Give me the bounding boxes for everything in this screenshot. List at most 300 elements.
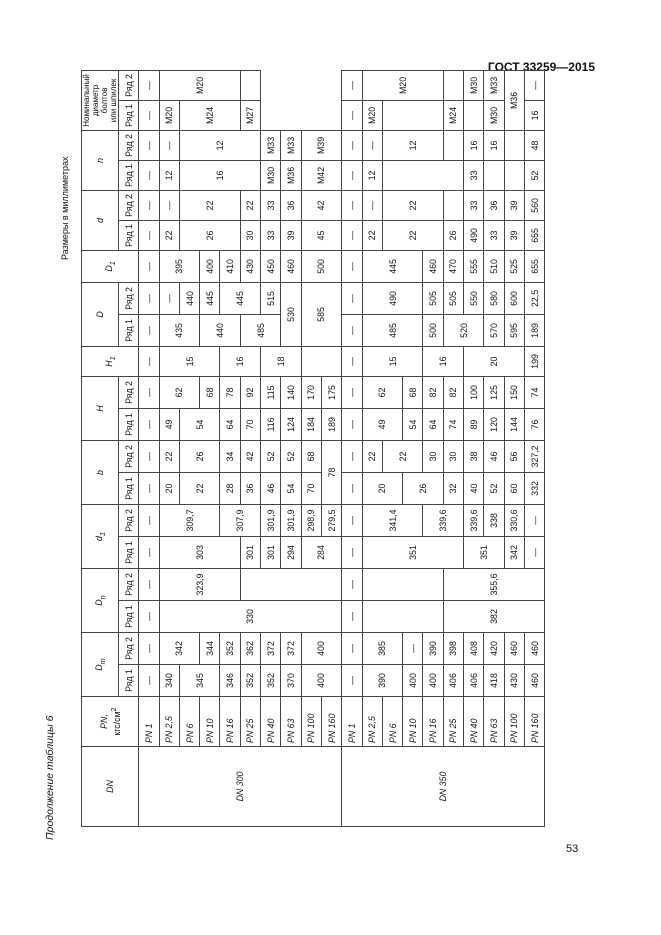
d1-1-cell: 284 xyxy=(301,537,342,569)
b2-cell: 22 xyxy=(362,440,382,472)
dn2-cell: — xyxy=(524,504,544,536)
header-dm: $D_m$ xyxy=(82,633,119,697)
pn-cell: PN 160 xyxy=(524,697,544,747)
dm1-cell: 400 xyxy=(423,665,443,697)
n2-cell: — xyxy=(342,130,362,160)
header-row2: Ряд 2 xyxy=(119,70,139,100)
d-2-cell: 36 xyxy=(281,190,301,220)
h1-cell: 184 xyxy=(301,408,321,440)
table-row xyxy=(281,70,301,826)
table-row xyxy=(524,70,544,826)
d1-2-cell: 339,6 xyxy=(464,504,484,536)
d-1-cell: 22 xyxy=(382,220,443,250)
bolt2-cell xyxy=(443,70,463,100)
d1-2-cell: 301,9 xyxy=(261,504,281,536)
flange-dimensions-table xyxy=(81,70,545,827)
bolt1-cell: M24 xyxy=(443,100,463,130)
b1-cell: 46 xyxy=(261,472,281,504)
bolt2-cell: M20 xyxy=(159,70,240,100)
d1-1-cell: — xyxy=(342,537,362,569)
dbig2-cell: 445 xyxy=(220,282,261,314)
dn1-cell: — xyxy=(139,601,159,633)
dm1-cell: 352 xyxy=(240,665,260,697)
table-continuation-caption: Продолжение таблицы 6 xyxy=(44,715,56,840)
header-d-small: d xyxy=(82,190,119,250)
dbig-d1-cell: 400 xyxy=(200,250,220,282)
d-1-cell: 45 xyxy=(301,220,342,250)
d1-2-cell: 339,6 xyxy=(423,504,464,536)
h1-cell: 54 xyxy=(403,408,423,440)
header-pn-unit: кгс/см xyxy=(111,711,122,736)
h1-cell: 116 xyxy=(261,408,281,440)
dn1-cell: — xyxy=(524,537,544,569)
bolt2-cell xyxy=(240,70,260,100)
dbig-d1-cell: 460 xyxy=(281,250,301,282)
dbig2-cell: 655 xyxy=(524,220,544,250)
d1-1-cell: 294 xyxy=(281,537,301,569)
b2-cell: 30 xyxy=(423,440,443,472)
h2-cell: 78 xyxy=(220,376,240,408)
bolt2-cell: — xyxy=(139,70,159,100)
n1-cell: 16 xyxy=(179,160,260,190)
h1-cell: 49 xyxy=(159,408,179,440)
b2-cell: 42 xyxy=(240,440,260,472)
dbig1-cell: 585 xyxy=(301,282,342,346)
dbig1-cell: 595 xyxy=(504,314,524,346)
dn2-cell xyxy=(362,569,443,601)
d-1-cell: 33 xyxy=(261,220,281,250)
dn-300-cell: DN 300 xyxy=(139,747,342,827)
table-row xyxy=(382,70,402,826)
header-pn-label: PN, xyxy=(98,714,109,729)
bolt1-cell: — xyxy=(139,100,159,130)
header-h1: $H_1$ xyxy=(82,346,139,376)
n2-cell xyxy=(443,130,463,160)
n1-cell: 16 xyxy=(524,100,544,130)
d-1-cell: 39 xyxy=(281,220,301,250)
table-row xyxy=(504,70,524,826)
h1-cell: 70 xyxy=(240,408,260,440)
h2-cell: 68 xyxy=(200,376,220,408)
h1-cell: 144 xyxy=(504,408,524,440)
hh1-cell: — xyxy=(342,346,362,376)
dbig1-cell: 530 xyxy=(281,282,301,346)
bolt1-cell: M30 xyxy=(261,160,281,190)
d1-2-cell: — xyxy=(139,504,159,536)
dn2-cell: 323,9 xyxy=(159,569,240,601)
d-2-cell: — xyxy=(342,190,362,220)
h2-cell: 68 xyxy=(403,376,423,408)
header-d-big: D xyxy=(82,282,119,346)
b2-cell: 52 xyxy=(261,440,281,472)
dm2-cell: 372 xyxy=(261,633,281,665)
bolt1-cell: M36 xyxy=(281,160,301,190)
dm2-cell: 372 xyxy=(281,633,301,665)
bolt2-cell: M20 xyxy=(362,70,443,100)
pn-cell: PN 40 xyxy=(464,697,484,747)
d1-1-cell: 342 xyxy=(504,537,524,569)
table-row xyxy=(342,70,362,826)
header-dn: DN xyxy=(82,747,139,827)
dbig1-cell: 500 xyxy=(423,314,443,346)
h2-cell: 82 xyxy=(423,376,443,408)
hh1-cell: 15 xyxy=(159,346,220,376)
n2-cell xyxy=(464,100,484,130)
dm1-cell: 406 xyxy=(443,665,463,697)
pn-cell: PN 10 xyxy=(200,697,220,747)
n2-cell: 12 xyxy=(179,130,260,160)
d-2-cell: 22 xyxy=(179,190,240,220)
pn-cell: PN 100 xyxy=(301,697,321,747)
b1-cell: — xyxy=(342,472,362,504)
table-row xyxy=(464,70,484,826)
pn-cell: PN 2,5 xyxy=(159,697,179,747)
dbig2-cell: — xyxy=(139,282,159,314)
d-1-cell: 22 xyxy=(159,220,179,250)
h2-cell: — xyxy=(342,376,362,408)
d-1-cell: 39 xyxy=(504,220,524,250)
dm2-cell: 390 xyxy=(423,633,443,665)
header-row1: Ряд 1 xyxy=(119,472,139,504)
bolt1-cell: M20 xyxy=(362,100,382,130)
h2-cell: 82 xyxy=(443,376,463,408)
pn-cell: PN 1 xyxy=(342,697,362,747)
bolt2-cell: — xyxy=(342,70,362,100)
dm1-cell: 430 xyxy=(504,665,524,697)
pn-cell: PN 25 xyxy=(443,697,463,747)
dm2-cell: 352 xyxy=(220,633,240,665)
flange-dimensions-table-wrapper xyxy=(81,74,661,802)
pn-cell: PN 16 xyxy=(423,697,443,747)
n1-cell: 16 xyxy=(464,130,484,160)
table-row xyxy=(179,70,199,826)
table-row xyxy=(261,70,281,826)
b2-cell: 68 xyxy=(301,440,321,472)
hh1-cell: 16 xyxy=(220,346,261,376)
d-2-cell: 33 xyxy=(464,160,484,190)
header-pn xyxy=(82,697,139,747)
d-1-cell: 33 xyxy=(464,190,484,220)
dn1-cell: 382 xyxy=(443,601,544,633)
d1-2-cell: 338 xyxy=(484,504,504,536)
dbig-d1-cell: 470 xyxy=(443,250,463,282)
dbig2-cell: 555 xyxy=(464,250,484,282)
d-2-cell: 22 xyxy=(240,190,260,220)
dm1-cell: 400 xyxy=(301,665,342,697)
b1-cell: 22 xyxy=(179,472,220,504)
dm1-cell: 346 xyxy=(220,665,240,697)
dm2-cell: 408 xyxy=(464,633,484,665)
b2-cell: 34 xyxy=(220,440,240,472)
bolt1-cell: M20 xyxy=(159,100,179,130)
header-h: H xyxy=(82,376,119,440)
bolt1-cell: M36 xyxy=(504,70,524,130)
h2-cell: 115 xyxy=(261,376,281,408)
dm1-cell: 418 xyxy=(484,665,504,697)
dm2-cell: 362 xyxy=(240,633,260,665)
n1-cell: — xyxy=(342,160,362,190)
pn-cell: PN 100 xyxy=(504,697,524,747)
dbig2-cell: 440 xyxy=(179,282,199,314)
dbig1-cell: 485 xyxy=(240,314,281,346)
dbig-d1-cell: 525 xyxy=(504,250,524,282)
n1-cell xyxy=(382,160,463,190)
pn-cell: PN 2,5 xyxy=(362,697,382,747)
d-2-cell: 22 xyxy=(382,190,443,220)
n2-cell: — xyxy=(159,130,179,160)
document-header: ГОСТ 33259—2015 xyxy=(487,60,595,74)
header-pn-sup: 2 xyxy=(108,707,118,712)
dm1-cell: — xyxy=(342,665,362,697)
h2-cell: 140 xyxy=(281,376,301,408)
dm2-cell: 385 xyxy=(362,633,403,665)
h2-cell: 62 xyxy=(362,376,403,408)
dn-350-cell: DN 350 xyxy=(342,747,545,827)
d-2-cell xyxy=(443,190,463,220)
dbig1-cell: 655 xyxy=(524,250,544,282)
d1-2-cell: 301,9 xyxy=(281,504,301,536)
hh1-cell: 20 xyxy=(464,346,525,376)
bolt2-cell: M33 xyxy=(281,130,301,160)
pn-cell: PN 1 xyxy=(139,697,159,747)
header-row1: Ряд 1 xyxy=(119,160,139,190)
dbig-d1-cell: 445 xyxy=(362,250,423,282)
b1-cell: 32 xyxy=(443,472,463,504)
hh1-cell: 18 xyxy=(261,346,302,376)
d-2-cell: 36 xyxy=(484,190,504,220)
header-d1: $d_1$ xyxy=(82,504,119,568)
pn-cell: PN 25 xyxy=(240,697,260,747)
b2-cell: 46 xyxy=(484,440,504,472)
h1-cell: 120 xyxy=(484,408,504,440)
b1-cell: 26 xyxy=(403,472,444,504)
header-row1: Ряд 1 xyxy=(119,100,139,130)
bolt1-cell: M24 xyxy=(179,100,240,130)
d1-2-cell: 307,9 xyxy=(220,504,261,536)
d-1-cell: — xyxy=(342,220,362,250)
dn1-cell: — xyxy=(342,601,362,633)
b1-cell: 52 xyxy=(484,472,504,504)
pn-cell: PN 16 xyxy=(220,697,240,747)
header-n: n xyxy=(82,130,119,190)
d1-2-cell: 330,6 xyxy=(504,504,524,536)
b1-cell: 40 xyxy=(464,472,484,504)
dbig2-cell: 505 xyxy=(423,282,443,314)
table-row xyxy=(159,70,179,826)
h2-cell: 100 xyxy=(464,376,484,408)
d1-1-cell: 332 xyxy=(524,472,544,504)
dbig-d1-cell: 450 xyxy=(261,250,281,282)
units-note: Размеры в миллиметрах xyxy=(60,156,70,260)
d-1-cell: 52 xyxy=(524,160,544,190)
h2-cell: 92 xyxy=(240,376,260,408)
b1-cell: 78 xyxy=(321,440,341,504)
b2-cell: 22 xyxy=(159,440,179,472)
header-b: b xyxy=(82,440,119,504)
header-row1: Ряд 1 xyxy=(119,408,139,440)
b2-cell: 56 xyxy=(504,440,524,472)
d1-2-cell: 341,4 xyxy=(362,504,423,536)
d1-1-cell: 301 xyxy=(240,537,260,569)
d-1-cell: — xyxy=(139,220,159,250)
dbig1-cell: — xyxy=(139,314,159,346)
dbig1-cell: 435 xyxy=(159,314,200,346)
h1-cell: 64 xyxy=(220,408,240,440)
header-row1: Ряд 1 xyxy=(119,220,139,250)
h1-cell: 74 xyxy=(443,408,463,440)
h2-cell: 189 xyxy=(524,314,544,346)
d-2-cell: 39 xyxy=(504,190,524,220)
dm1-cell: 345 xyxy=(179,665,220,697)
h1-cell: 124 xyxy=(281,408,301,440)
d-2-cell: 33 xyxy=(261,190,281,220)
dm1-cell: 370 xyxy=(281,665,301,697)
bolt1-cell: M30 xyxy=(464,70,484,100)
dm1-cell: 390 xyxy=(362,665,403,697)
dm2-cell: — xyxy=(342,633,362,665)
b2-cell: 52 xyxy=(281,440,301,472)
pn-cell: PN 6 xyxy=(179,697,199,747)
header-row2: Ряд 2 xyxy=(119,569,139,601)
header-bolt-diameter: Номинальный диаметр болтов или шпилек xyxy=(82,70,119,130)
bolt2-cell: M33 xyxy=(261,130,281,160)
hh1-cell: — xyxy=(139,346,159,376)
bolt1-cell: M27 xyxy=(240,100,260,130)
dm1-cell: — xyxy=(139,665,159,697)
dbig-d1-cell: 510 xyxy=(484,250,504,282)
bolt1-cell: M42 xyxy=(301,160,342,190)
n1-cell xyxy=(504,160,524,190)
h2-cell: 170 xyxy=(301,376,321,408)
dm2-cell: 460 xyxy=(504,633,524,665)
d-2-cell: — xyxy=(362,190,382,220)
h1-cell: 54 xyxy=(179,408,220,440)
b1-cell: 60 xyxy=(504,472,524,504)
h1-cell: — xyxy=(139,408,159,440)
header-row2: Ряд 2 xyxy=(119,282,139,314)
b2-cell: — xyxy=(342,440,362,472)
h2-cell: 150 xyxy=(504,376,524,408)
dm2-cell: 344 xyxy=(200,633,220,665)
n1-cell: 12 xyxy=(362,160,382,190)
d1-2-cell: — xyxy=(342,504,362,536)
d-1-cell: 30 xyxy=(240,220,260,250)
d-1-cell: 26 xyxy=(443,220,463,250)
pn-cell: PN 63 xyxy=(484,697,504,747)
d-2-cell: 48 xyxy=(524,130,544,160)
table-row xyxy=(301,70,321,826)
d-2-cell: — xyxy=(159,190,179,220)
b1-cell: 76 xyxy=(524,408,544,440)
dn2-cell: — xyxy=(342,569,362,601)
dbig1-cell: — xyxy=(342,314,362,346)
bolt1-cell: — xyxy=(342,100,362,130)
pn-cell: PN 10 xyxy=(403,697,423,747)
dm2-cell: — xyxy=(139,633,159,665)
dbig1-cell: 485 xyxy=(362,314,423,346)
hh1-cell: 15 xyxy=(362,346,423,376)
n2-cell xyxy=(504,130,524,160)
hh1-cell: 22,5 xyxy=(524,282,544,314)
d-1-cell: 22 xyxy=(362,220,382,250)
d1-2-cell: 309,7 xyxy=(159,504,220,536)
b1-cell: 28 xyxy=(220,472,240,504)
bolt1-cell: M30 xyxy=(484,100,504,130)
dbig-d1-cell: — xyxy=(139,250,159,282)
b1-cell: 70 xyxy=(301,472,321,504)
dn1-cell: 330 xyxy=(159,601,342,633)
dm2-cell: — xyxy=(403,633,423,665)
dm1-cell: 460 xyxy=(524,665,544,697)
d-2-cell: — xyxy=(139,190,159,220)
dbig-d1-cell: 500 xyxy=(301,250,342,282)
dbig2-cell: 490 xyxy=(362,282,423,314)
d1-2-cell: 298,9 xyxy=(301,504,321,536)
dbig-d1-cell: — xyxy=(342,250,362,282)
header-d1-big: $D_1$ xyxy=(82,250,139,282)
b2-cell: 38 xyxy=(464,440,484,472)
n2-cell: 12 xyxy=(382,130,443,160)
d1-1-cell: 301 xyxy=(261,537,281,569)
dn2-cell: 355,6 xyxy=(443,569,544,601)
header-row1: Ряд 1 xyxy=(119,537,139,569)
dm2-cell: 460 xyxy=(524,633,544,665)
n2-cell: — xyxy=(524,70,544,100)
dbig2-cell: — xyxy=(159,282,179,314)
b1-cell: 20 xyxy=(362,472,403,504)
dbig-d1-cell: 490 xyxy=(464,220,484,250)
d1-1-cell: 351 xyxy=(464,537,505,569)
dm2-cell: 420 xyxy=(484,633,504,665)
dm2-cell: 398 xyxy=(443,633,463,665)
b2-cell: 74 xyxy=(524,376,544,408)
d-1-cell: 33 xyxy=(484,220,504,250)
b1-cell: 20 xyxy=(159,472,179,504)
n2-cell: 16 xyxy=(484,130,504,160)
dn2-cell: — xyxy=(139,569,159,601)
b1-cell: 54 xyxy=(281,472,301,504)
dn2-cell xyxy=(240,569,341,601)
n1-cell: 12 xyxy=(159,160,179,190)
header-row2: Ряд 2 xyxy=(119,440,139,472)
b1-cell: 36 xyxy=(240,472,260,504)
h2-cell: — xyxy=(139,376,159,408)
dbig-d1-cell: 395 xyxy=(159,250,200,282)
dbig2-cell: 515 xyxy=(261,282,281,314)
dbig1-cell: 440 xyxy=(200,314,241,346)
d1-1-cell: 303 xyxy=(159,537,240,569)
dm1-cell: 400 xyxy=(403,665,423,697)
dm2-cell: 400 xyxy=(301,633,342,665)
h1-cell: — xyxy=(342,408,362,440)
n2-cell: — xyxy=(139,130,159,160)
dbig-d1-cell: 430 xyxy=(240,250,260,282)
table-row xyxy=(362,70,382,826)
n1-cell: — xyxy=(139,160,159,190)
header-row2: Ряд 2 xyxy=(119,130,139,160)
header-dn-outer: $D_n$ xyxy=(82,569,119,633)
b2-cell: 22 xyxy=(382,440,423,472)
n1-cell xyxy=(484,160,504,190)
pn-cell: PN 6 xyxy=(382,697,402,747)
d1-1-cell: — xyxy=(139,537,159,569)
dbig1-cell: 550 xyxy=(464,282,484,314)
n2-cell: — xyxy=(362,130,382,160)
dm1-cell: 352 xyxy=(261,665,281,697)
h1-cell: 49 xyxy=(362,408,403,440)
h2-cell: 175 xyxy=(321,376,341,408)
header-row1: Ряд 1 xyxy=(119,314,139,346)
